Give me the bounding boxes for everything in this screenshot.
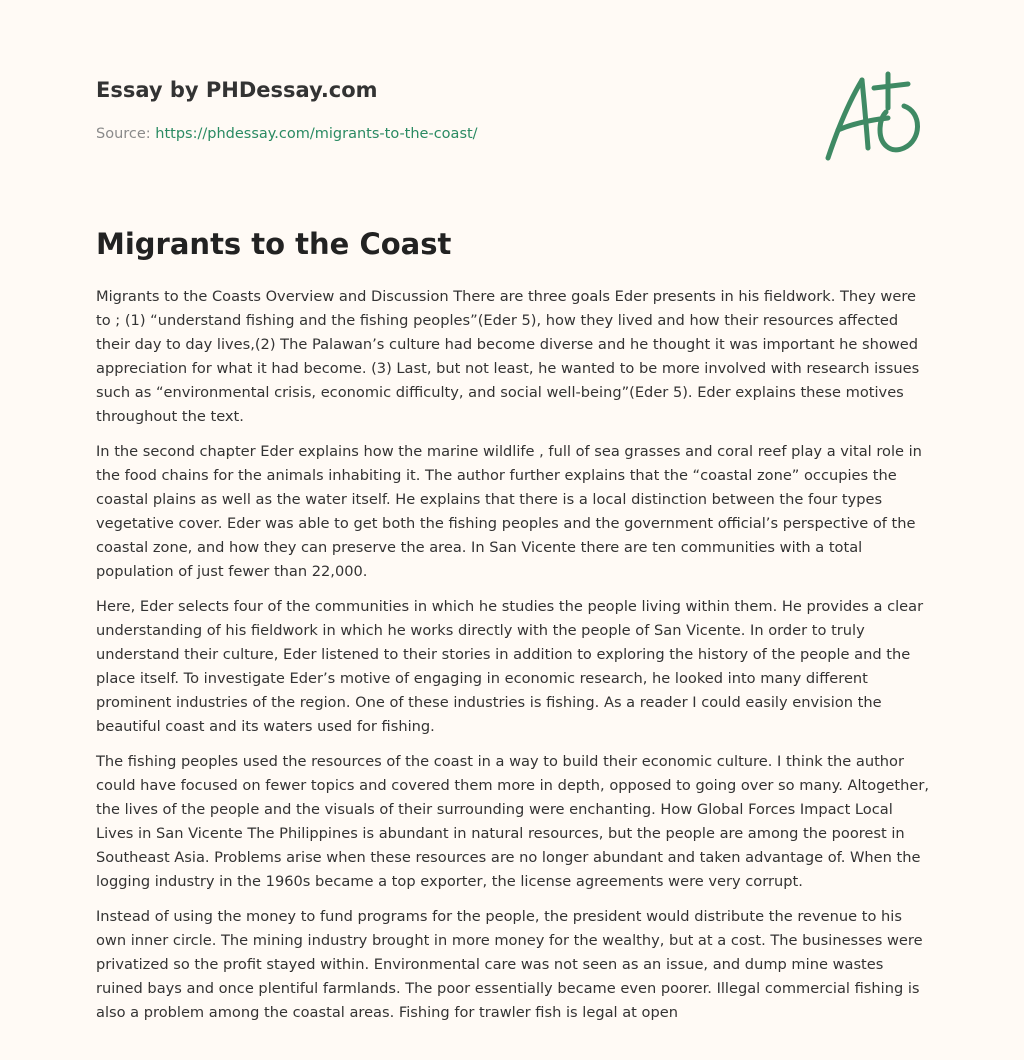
paragraph: In the second chapter Eder explains how the marine wildlife , full of sea grasses and coral reef play a vital role in the food chains for the animals inhabiting it. The author further explains that the “coastal zone” occupies the coastal plains as well as the water itself. He explains that there is a local distinction between the four types vegetative cover. Eder was able to get both the fishing peoples and the government official’s perspective of the coastal zone, and how they can preserve the area. In San Vicente there are ten communities with a total population of just fewer than 22,000. <box>96 443 922 580</box>
source-line <box>96 124 796 144</box>
paragraph: Here, Eder selects four of the communities in which he studies the people living within them. He provides a clear understanding of his fieldwork in which he works directly with the people of San Vicente. In order to truly understand their culture, Eder listened to their stories in addition to exploring the history of the people and the place itself. To investigate Eder’s motive of engaging in economic research, he looked into many different prominent industries of the region. One of these industries is fishing. As a reader I could easily envision the beautiful coast and its waters used for fishing. <box>96 598 924 735</box>
paragraph: The fishing peoples used the resources of the coast in a way to build their economic culture. I think the author could have focused on fewer topics and covered them more in depth, opposed to going over so many. Altogether, the lives of the people and the visuals of their surrounding were enchanting. How Global Forces Impact Local Lives in San Vicente The Philippines is abundant in natural resources, but the people are among the poorest in Southeast Asia. Problems arise when these resources are no longer abundant and taken advantage of. When the logging industry in the 1960s became a top exporter, the license agreements were very corrupt. <box>96 753 929 890</box>
essay-title: Migrants to the Coast <box>96 227 452 261</box>
a-plus-logo-icon <box>818 66 930 166</box>
essay-body <box>96 285 930 1036</box>
site-title: Essay by PHDessay.com <box>96 78 378 102</box>
paragraph: Migrants to the Coasts Overview and Discussion There are three goals Eder presents in his fieldwork. They were to ; (1) “understand fishing and the fishing peoples”(Eder 5), how they lived and how their resources affected their day to day lives,(2) The Palawan’s culture had become diverse and he thought it was important he showed appreciation for what it had become. (3) Last, but not least, he wanted to be more involved with research issues such as “environmental crisis, economic difficulty, and social well-being”(Eder 5). Eder explains these motives throughout the text. <box>96 288 920 425</box>
paragraph: Instead of using the money to fund programs for the people, the president would distribute the revenue to his own inner circle. The mining industry brought in more money for the wealthy, but at a cost. The businesses were privatized so the profit stayed within. Environmental care was not seen as an issue, and dump mine wastes ruined bays and once plentiful farmlands. The poor essentially became even poorer. Illegal commercial fishing is also a problem among the coastal areas. Fishing for trawler fish is legal at open <box>96 908 923 1021</box>
header <box>96 76 796 144</box>
source-link[interactable]: https://phdessay.com/migrants-to-the-coast/ <box>155 126 478 142</box>
source-label: Source: <box>96 126 156 142</box>
